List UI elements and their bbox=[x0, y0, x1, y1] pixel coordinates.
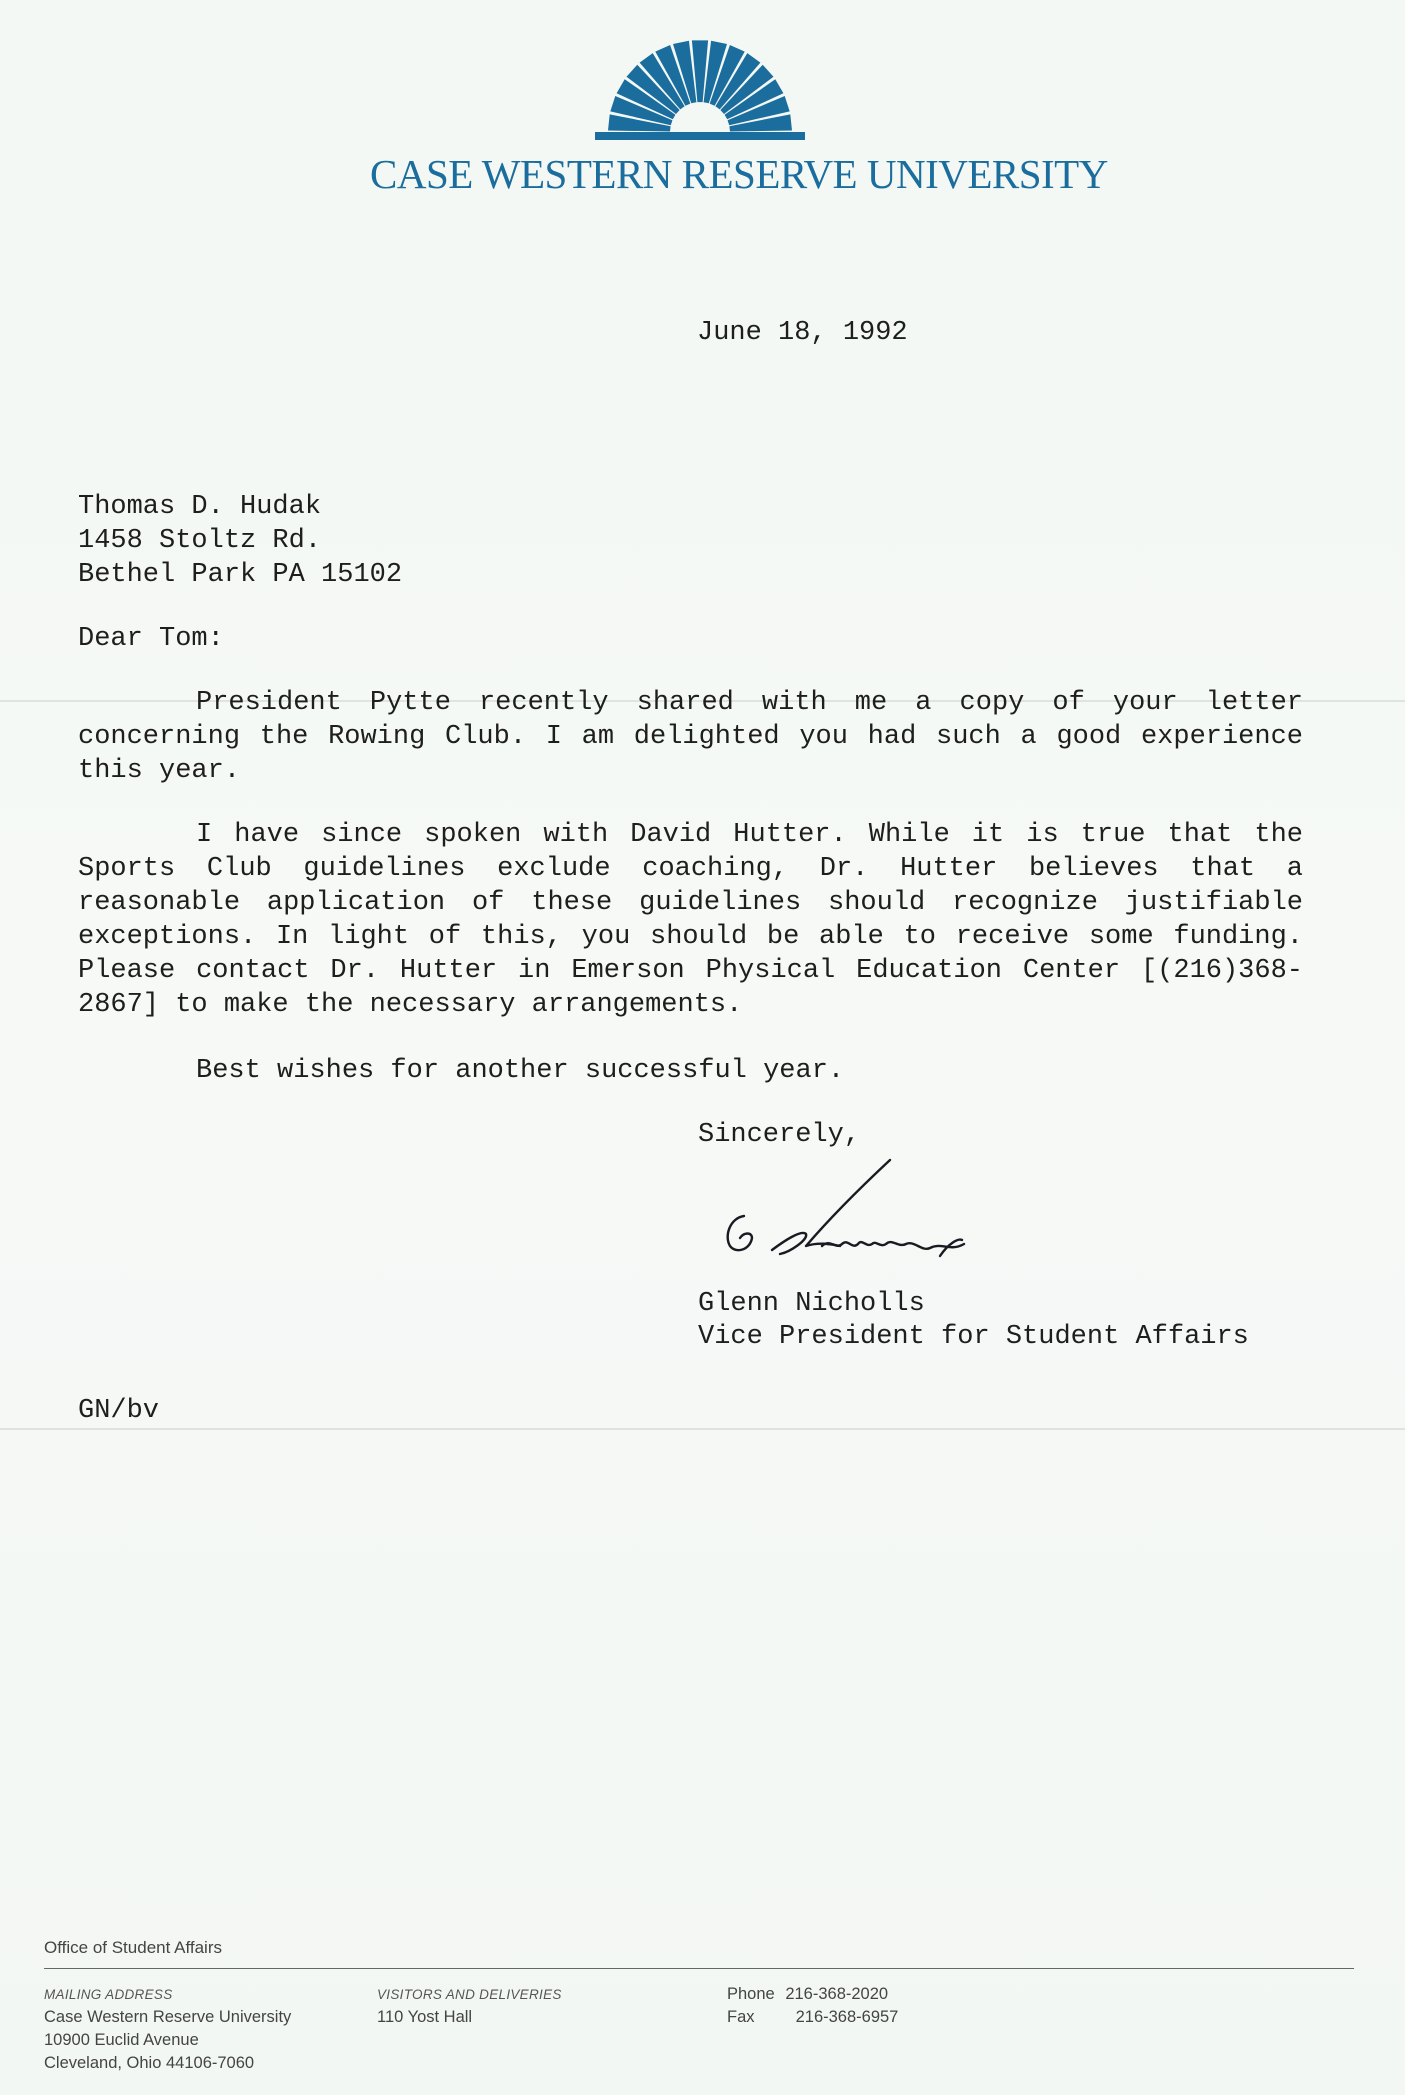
mailing-line: 10900 Euclid Avenue bbox=[44, 2031, 199, 2049]
fax-number: 216-368-6957 bbox=[795, 2008, 899, 2026]
recipient-city: Bethel Park PA 15102 bbox=[78, 560, 403, 590]
phone-label: Phone bbox=[727, 1985, 775, 2003]
closing: Sincerely, bbox=[698, 1120, 861, 1150]
visitors-line: 110 Yost Hall bbox=[377, 2008, 473, 2026]
body-paragraph: President Pytte recently shared with me a copy of your letter concerning the Rowing Club. I am delighted you had such a good experience this year. bbox=[78, 688, 1303, 786]
phone-row bbox=[727, 1983, 898, 2006]
fax-row bbox=[727, 2006, 898, 2029]
mailing-address bbox=[44, 1983, 291, 2075]
signer-title: Vice President for Student Affairs bbox=[698, 1322, 1249, 1352]
typist-initials: GN/bv bbox=[78, 1396, 160, 1426]
contact-numbers bbox=[727, 1983, 898, 2029]
signer-block bbox=[698, 1288, 1249, 1354]
university-wordmark: CASE WESTERN RESERVE UNIVERSITY bbox=[370, 151, 1108, 197]
handwritten-signature bbox=[710, 1158, 1010, 1268]
salutation: Dear Tom: bbox=[78, 624, 224, 654]
signer-name: Glenn Nicholls bbox=[698, 1289, 925, 1319]
footer-divider bbox=[44, 1968, 1354, 1969]
sunburst-logo-icon bbox=[595, 40, 805, 148]
visitors-address bbox=[377, 1983, 562, 2029]
office-name: Office of Student Affairs bbox=[44, 1938, 222, 1957]
recipient-name: Thomas D. Hudak bbox=[78, 492, 322, 522]
body-paragraph: I have since spoken with David Hutter. While it is true that the Sports Club guidelines exclude coaching, Dr. Hutter believes that a reasonable application of these guidelines should recognize justifiable exceptions. In light of this, you should be able to receive some funding. Please contact Dr. Hutter in Emerson Physical Education Center [(216)368-2867] to make the necessary arrangements. bbox=[78, 820, 1303, 1020]
letter-date: June 18, 1992 bbox=[697, 318, 908, 348]
mailing-line: Cleveland, Ohio 44106-7060 bbox=[44, 2054, 255, 2072]
mailing-line: Case Western Reserve University bbox=[44, 2008, 292, 2026]
recipient-address bbox=[78, 490, 402, 592]
fax-label: Fax bbox=[727, 2008, 755, 2026]
body-paragraph: Best wishes for another successful year. bbox=[196, 1056, 845, 1086]
mailing-heading: MAILING ADDRESS bbox=[44, 1987, 173, 2002]
visitors-heading: VISITORS AND DELIVERIES bbox=[377, 1987, 562, 2002]
paper-fold-line bbox=[0, 1428, 1405, 1430]
recipient-street: 1458 Stoltz Rd. bbox=[78, 526, 322, 556]
phone-number: 216-368-2020 bbox=[785, 1985, 889, 2003]
